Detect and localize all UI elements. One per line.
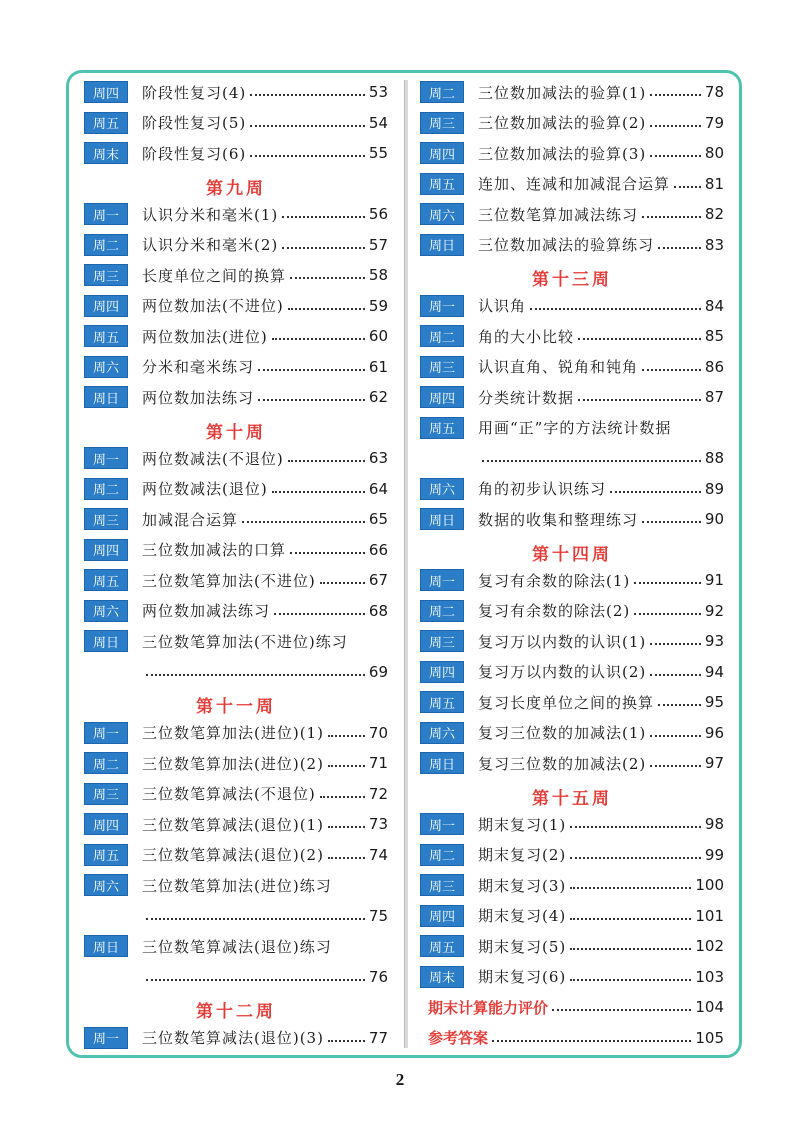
toc-entry[interactable] xyxy=(420,965,724,989)
toc-entry-page: 65 xyxy=(368,510,388,528)
toc-entry-page: 72 xyxy=(368,784,388,803)
leader-dots xyxy=(578,399,701,401)
weekday-badge: 周一 xyxy=(84,447,128,469)
toc-entry-title: 复习有余数的除法(1) xyxy=(478,571,631,590)
leader-dots xyxy=(570,979,691,981)
toc-entry-title: 三位数笔算减法(不退位) xyxy=(142,785,316,803)
leader-dots xyxy=(570,857,701,859)
toc-entry-page: 54 xyxy=(368,113,388,132)
toc-entry-title: 期末复习(1) xyxy=(478,815,567,834)
toc-entry-title: 期末复习(6) xyxy=(478,968,567,986)
weekday-badge: 周五 xyxy=(84,112,128,134)
toc-entry-title: 阶段性复习(5) xyxy=(142,114,247,132)
toc-entry-page: 82 xyxy=(704,205,724,223)
toc-entry-page: 81 xyxy=(704,174,724,193)
weekday-badge: 周五 xyxy=(420,691,464,713)
toc-entry[interactable] xyxy=(420,477,724,501)
leader-dots xyxy=(272,491,365,493)
toc-entry-title: 两位数加减法练习 xyxy=(142,602,271,620)
toc-entry[interactable] xyxy=(420,660,724,684)
toc-entry-title: 三位数笔算减法(退位)(3) xyxy=(142,1029,324,1047)
toc-entry-title: 认识分米和毫米(2) xyxy=(142,236,279,254)
toc-entry[interactable] xyxy=(420,294,724,318)
toc-entry[interactable] xyxy=(84,782,388,806)
toc-entry-title: 数据的收集和整理练习 xyxy=(478,510,639,529)
weekday-badge: 周日 xyxy=(420,234,464,256)
toc-entry-title: 复习万以内数的认识(1) xyxy=(478,632,647,651)
leader-dots xyxy=(642,369,701,371)
leader-dots xyxy=(642,216,701,218)
toc-entry[interactable] xyxy=(420,355,724,379)
toc-entry-title: 连加、连减和加减混合运算 xyxy=(478,175,671,193)
toc-entry[interactable] xyxy=(84,141,388,165)
toc-entry-page: 63 xyxy=(368,449,388,467)
toc-entry-page: 71 xyxy=(368,754,388,772)
toc-entry-page: 64 xyxy=(368,479,388,498)
weekday-badge: 周日 xyxy=(420,752,464,774)
weekday-badge: 周五 xyxy=(84,325,128,347)
weekday-badge: 周五 xyxy=(420,417,464,439)
toc-entry[interactable] xyxy=(84,385,388,409)
leader-dots xyxy=(650,125,701,127)
toc-entry-page: 85 xyxy=(704,327,724,345)
toc-entry-title: 三位数笔算减法(退位)(1) xyxy=(142,815,324,834)
toc-entry[interactable] xyxy=(84,599,388,623)
toc-entry-title: 三位数加减法的验算(2) xyxy=(478,114,647,132)
toc-entry-title: 两位数减法(退位) xyxy=(142,480,268,498)
toc-entry-title: 复习长度单位之间的换算 xyxy=(478,693,655,712)
weekday-badge: 周四 xyxy=(84,81,128,103)
toc-entry-title: 三位数笔算加法(进位)练习 xyxy=(142,876,332,895)
weekday-badge: 周一 xyxy=(84,203,128,225)
toc-entry[interactable] xyxy=(84,324,388,348)
toc-entry-title: 认识角 xyxy=(478,297,527,315)
weekday-badge: 周三 xyxy=(420,630,464,652)
leader-dots xyxy=(258,399,365,401)
leader-dots xyxy=(250,155,365,157)
toc-entry-title: 三位数笔算加法(不进位)练习 xyxy=(142,632,348,651)
toc-entry-title: 三位数笔算减法(退位)练习 xyxy=(142,937,332,956)
leader-dots xyxy=(570,918,691,920)
toc-entry[interactable] xyxy=(420,416,724,440)
toc-entry[interactable] xyxy=(84,202,388,226)
toc-entry-title: 三位数加减法的口算 xyxy=(142,541,287,559)
weekday-badge: 周日 xyxy=(84,630,128,652)
toc-entry[interactable] xyxy=(84,1026,388,1050)
toc-entry[interactable] xyxy=(420,172,724,196)
toc-entry-title: 三位数加减法的验算(1) xyxy=(478,83,647,102)
toc-entry-page: 97 xyxy=(704,754,724,772)
toc-entry-title: 三位数笔算加减法练习 xyxy=(478,205,639,224)
leader-dots xyxy=(570,887,691,889)
leader-dots xyxy=(282,247,365,249)
toc-entry-continuation[interactable] xyxy=(478,446,724,470)
leader-dots xyxy=(492,1040,691,1042)
toc-entry[interactable] xyxy=(420,385,724,409)
toc-entry-page: 102 xyxy=(695,937,724,955)
weekday-badge: 周二 xyxy=(84,478,128,500)
weekday-badge: 周二 xyxy=(420,600,464,622)
toc-entry[interactable] xyxy=(84,538,388,562)
weekday-badge: 周六 xyxy=(420,478,464,500)
toc-entry[interactable] xyxy=(420,843,724,867)
toc-entry[interactable] xyxy=(420,721,724,745)
leader-dots xyxy=(146,674,365,676)
weekday-badge: 周二 xyxy=(420,81,464,103)
toc-entry[interactable] xyxy=(84,873,388,897)
toc-entry-page: 67 xyxy=(368,571,388,589)
weekday-badge: 周末 xyxy=(420,966,464,988)
leader-dots xyxy=(282,216,365,218)
toc-entry[interactable] xyxy=(420,80,724,104)
toc-entry-page: 86 xyxy=(704,357,724,376)
toc-entry-title: 复习三位数的加减法(2) xyxy=(478,754,647,773)
toc-entry-title: 期末复习(2) xyxy=(478,846,567,864)
toc-entry-page: 77 xyxy=(368,1028,388,1047)
toc-entry-page: 83 xyxy=(704,235,724,254)
toc-entry[interactable] xyxy=(420,599,724,623)
toc-entry-title: 两位数加法(不进位) xyxy=(142,297,284,315)
weekday-badge: 周六 xyxy=(84,600,128,622)
leader-dots xyxy=(658,247,701,249)
weekday-badge: 周一 xyxy=(420,813,464,835)
toc-entry-page: 79 xyxy=(704,113,724,132)
toc-entry-title: 角的大小比较 xyxy=(478,327,575,346)
toc-entry-title: 复习有余数的除法(2) xyxy=(478,602,631,620)
weekday-badge: 周二 xyxy=(420,844,464,866)
toc-entry-page: 92 xyxy=(704,601,724,620)
toc-entry[interactable] xyxy=(420,934,724,958)
toc-entry-title: 三位数笔算加法(进位)(1) xyxy=(142,724,324,742)
toc-entry-page: 57 xyxy=(368,235,388,254)
leader-dots xyxy=(570,826,701,828)
toc-entry[interactable] xyxy=(420,324,724,348)
leader-dots xyxy=(288,460,365,462)
leader-dots xyxy=(258,369,365,371)
week-heading: 第九周 xyxy=(206,178,266,199)
weekday-badge: 周六 xyxy=(420,722,464,744)
toc-entry[interactable] xyxy=(84,477,388,501)
week-heading: 第十三周 xyxy=(532,270,612,290)
toc-entry-continuation[interactable] xyxy=(142,965,388,989)
toc-entry[interactable] xyxy=(420,507,724,531)
toc-entry[interactable] xyxy=(84,629,388,653)
toc-entry[interactable] xyxy=(420,233,724,257)
toc-entry[interactable] xyxy=(84,263,388,287)
toc-entry-title: 复习三位数的加减法(1) xyxy=(478,724,647,742)
weekday-badge: 周四 xyxy=(84,539,128,561)
toc-entry-page: 70 xyxy=(368,723,388,742)
weekday-badge: 周六 xyxy=(84,874,128,896)
toc-entry[interactable] xyxy=(84,934,388,958)
toc-entry-title: 复习万以内数的认识(2) xyxy=(478,663,647,681)
leader-dots xyxy=(274,613,365,615)
toc-entry-page: 61 xyxy=(368,357,388,376)
toc-entry-page: 90 xyxy=(704,510,724,528)
leader-dots xyxy=(146,918,365,920)
leader-dots xyxy=(482,460,701,462)
toc-entry[interactable] xyxy=(84,446,388,470)
toc-entry-page: 68 xyxy=(368,601,388,620)
leader-dots xyxy=(650,674,701,676)
leader-dots xyxy=(250,94,365,96)
weekday-badge: 周六 xyxy=(84,356,128,378)
toc-entry-page: 91 xyxy=(704,571,724,589)
leader-dots xyxy=(146,979,365,981)
toc-entry-title: 认识分米和毫米(1) xyxy=(142,205,279,224)
weekday-badge: 周四 xyxy=(420,142,464,164)
week-heading: 第十四周 xyxy=(532,544,612,565)
toc-entry[interactable] xyxy=(84,111,388,135)
toc-entry-title: 阶段性复习(6) xyxy=(142,144,247,163)
toc-entry-title: 期末复习(5) xyxy=(478,937,567,956)
toc-entry-page: 96 xyxy=(704,723,724,742)
toc-entry-title: 加减混合运算 xyxy=(142,510,239,529)
toc-entry-page: 74 xyxy=(368,845,388,864)
week-heading: 第十一周 xyxy=(196,697,276,717)
weekday-badge: 周日 xyxy=(84,935,128,957)
toc-entry-page: 75 xyxy=(368,906,388,925)
toc-entry[interactable] xyxy=(420,568,724,592)
toc-entry[interactable] xyxy=(84,843,388,867)
weekday-badge: 周二 xyxy=(84,752,128,774)
toc-entry-page: 56 xyxy=(368,205,388,223)
toc-entry-page: 60 xyxy=(368,327,388,345)
toc-entry-continuation[interactable] xyxy=(142,660,388,684)
toc-entry-page: 89 xyxy=(704,479,724,498)
leader-dots xyxy=(328,735,365,737)
toc-entry-continuation[interactable] xyxy=(142,904,388,928)
weekday-badge: 周三 xyxy=(84,508,128,530)
weekday-badge: 周四 xyxy=(420,661,464,683)
toc-entry-page: 84 xyxy=(704,296,724,315)
toc-entry-title: 期末复习(3) xyxy=(478,876,567,895)
toc-entry-page: 100 xyxy=(695,876,724,894)
leader-dots xyxy=(552,1009,691,1011)
toc-entry-page: 101 xyxy=(695,906,724,925)
toc-entry-page: 59 xyxy=(368,296,388,315)
toc-entry[interactable] xyxy=(84,233,388,257)
toc-entry-page: 69 xyxy=(368,662,388,681)
toc-entry-title: 长度单位之间的换算 xyxy=(142,266,287,285)
toc-entry-page: 87 xyxy=(704,388,724,406)
weekday-badge: 周四 xyxy=(84,295,128,317)
toc-entry[interactable] xyxy=(420,904,724,928)
weekday-badge: 周五 xyxy=(84,844,128,866)
weekday-badge: 周末 xyxy=(84,142,128,164)
weekday-badge: 周一 xyxy=(84,1027,128,1049)
toc-entry-title: 阶段性复习(4) xyxy=(142,83,247,102)
toc-entry-title: 三位数笔算减法(退位)(2) xyxy=(142,846,324,864)
toc-entry[interactable] xyxy=(84,507,388,531)
toc-entry-page: 98 xyxy=(704,815,724,833)
leader-dots xyxy=(634,582,701,584)
toc-entry-title: 三位数笔算加法(不进位) xyxy=(142,571,316,590)
toc-entry-title: 期末复习(4) xyxy=(478,907,567,925)
toc-entry-page: 55 xyxy=(368,144,388,162)
toc-entry-page: 94 xyxy=(704,662,724,681)
toc-entry-title: 分米和毫米练习 xyxy=(142,358,255,376)
leader-dots xyxy=(328,857,365,859)
toc-entry[interactable] xyxy=(84,812,388,836)
weekday-badge: 周三 xyxy=(420,874,464,896)
toc-entry[interactable] xyxy=(84,355,388,379)
weekday-badge: 周五 xyxy=(84,569,128,591)
leader-dots xyxy=(570,948,691,950)
weekday-badge: 周四 xyxy=(84,813,128,835)
leader-dots xyxy=(650,643,701,645)
leader-dots xyxy=(674,186,701,188)
column-divider xyxy=(404,80,408,1048)
toc-entry-title: 两位数减法(不退位) xyxy=(142,449,284,468)
toc-entry-page: 104 xyxy=(695,998,724,1016)
toc-entry-page: 95 xyxy=(704,693,724,711)
week-heading: 第十周 xyxy=(206,422,266,443)
leader-dots xyxy=(250,125,365,127)
weekday-badge: 周三 xyxy=(84,783,128,805)
toc-entry[interactable] xyxy=(84,80,388,104)
week-heading: 第十五周 xyxy=(532,788,612,809)
toc-entry-title: 两位数加法练习 xyxy=(142,388,255,407)
leader-dots xyxy=(320,582,365,584)
toc-entry[interactable] xyxy=(420,1026,724,1050)
leader-dots xyxy=(650,765,701,767)
leader-dots xyxy=(328,765,365,767)
toc-entry-page: 99 xyxy=(704,845,724,864)
leader-dots xyxy=(658,704,701,706)
toc-entry-title: 用画“正”字的方法统计数据 xyxy=(478,419,672,437)
leader-dots xyxy=(610,491,701,493)
toc-entry[interactable] xyxy=(420,141,724,165)
leader-dots xyxy=(328,826,365,828)
weekday-badge: 周一 xyxy=(420,295,464,317)
weekday-badge: 周四 xyxy=(420,905,464,927)
toc-entry-title: 三位数笔算加法(进位)(2) xyxy=(142,754,324,773)
leader-dots xyxy=(272,338,365,340)
toc-entry-page: 66 xyxy=(368,540,388,559)
leader-dots xyxy=(634,613,701,615)
toc-entry[interactable] xyxy=(420,202,724,226)
toc-entry[interactable] xyxy=(84,568,388,592)
toc-entry-page: 53 xyxy=(368,83,388,101)
leader-dots xyxy=(642,521,701,523)
toc-entry-page: 58 xyxy=(368,266,388,284)
weekday-badge: 周三 xyxy=(420,356,464,378)
weekday-badge: 周一 xyxy=(84,722,128,744)
toc-entry-page: 62 xyxy=(368,388,388,406)
weekday-badge: 周日 xyxy=(420,508,464,530)
toc-entry-title: 两位数加法(进位) xyxy=(142,327,268,346)
toc-entry[interactable] xyxy=(84,721,388,745)
leader-dots xyxy=(320,796,365,798)
toc-entry[interactable] xyxy=(420,629,724,653)
toc-entry-page: 103 xyxy=(695,967,724,986)
toc-entry-page: 105 xyxy=(695,1028,724,1047)
toc-entry[interactable] xyxy=(420,751,724,775)
leader-dots xyxy=(650,94,701,96)
leader-dots xyxy=(650,735,701,737)
weekday-badge: 周三 xyxy=(84,264,128,286)
toc-entry-page: 76 xyxy=(368,967,388,986)
toc-entry[interactable] xyxy=(84,751,388,775)
leader-dots xyxy=(530,308,701,310)
weekday-badge: 周一 xyxy=(420,569,464,591)
toc-entry[interactable] xyxy=(420,111,724,135)
week-heading: 第十二周 xyxy=(196,1002,276,1022)
leader-dots xyxy=(288,308,365,310)
leader-dots xyxy=(328,1040,365,1042)
weekday-badge: 周五 xyxy=(420,935,464,957)
leader-dots xyxy=(650,155,701,157)
weekday-badge: 周日 xyxy=(84,386,128,408)
toc-entry-page: 88 xyxy=(704,449,724,467)
leader-dots xyxy=(242,521,365,523)
page-number: 2 xyxy=(395,1070,405,1089)
weekday-badge: 周四 xyxy=(420,386,464,408)
toc-entry[interactable] xyxy=(420,690,724,714)
toc-entry-title: 三位数加减法的验算(3) xyxy=(478,144,647,163)
toc-entry[interactable] xyxy=(420,995,724,1019)
weekday-badge: 周三 xyxy=(420,112,464,134)
toc-entry-title: 角的初步认识练习 xyxy=(478,480,607,498)
toc-entry-page: 93 xyxy=(704,632,724,650)
toc-entry-title: 期末计算能力评价 xyxy=(428,998,549,1017)
toc-entry[interactable] xyxy=(420,873,724,897)
weekday-badge: 周二 xyxy=(420,325,464,347)
toc-entry-title: 参考答案 xyxy=(428,1029,489,1047)
leader-dots xyxy=(578,338,701,340)
weekday-badge: 周二 xyxy=(84,234,128,256)
toc-entry-page: 80 xyxy=(704,144,724,162)
toc-entry-title: 三位数加减法的验算练习 xyxy=(478,236,655,254)
toc-entry-title: 分类统计数据 xyxy=(478,388,575,407)
toc-entry-page: 78 xyxy=(704,83,724,101)
leader-dots xyxy=(290,552,365,554)
toc-entry-title: 认识直角、锐角和钝角 xyxy=(478,358,639,376)
toc-entry-page: 73 xyxy=(368,815,388,833)
weekday-badge: 周五 xyxy=(420,173,464,195)
leader-dots xyxy=(290,277,365,279)
toc-entry[interactable] xyxy=(84,294,388,318)
toc-entry[interactable] xyxy=(420,812,724,836)
weekday-badge: 周六 xyxy=(420,203,464,225)
